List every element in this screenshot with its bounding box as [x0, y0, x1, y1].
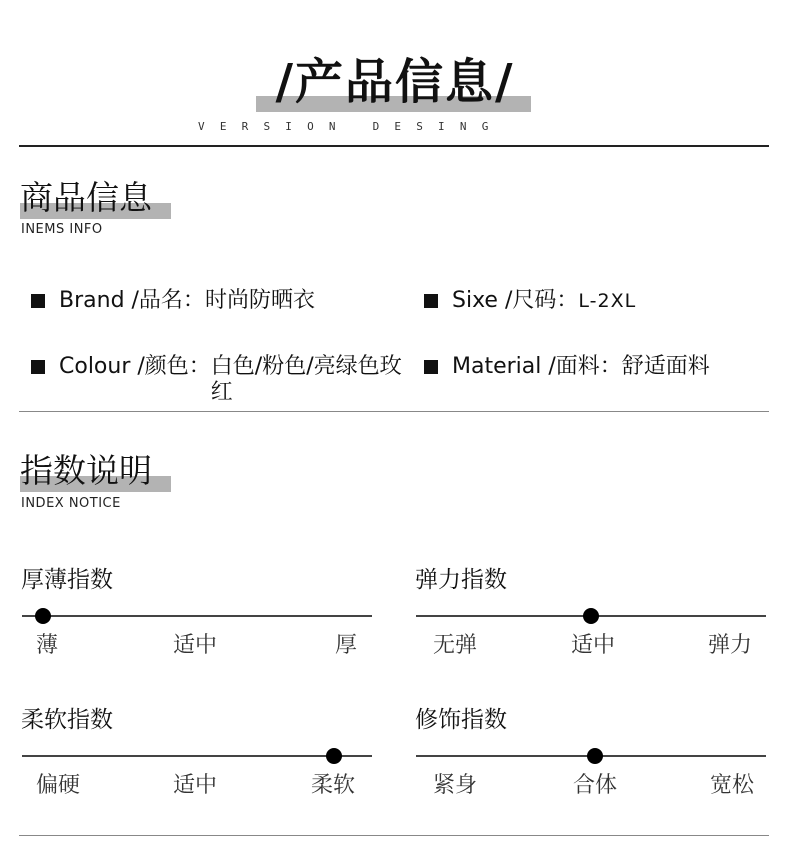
bullet-square-icon [424, 360, 438, 374]
fit-index-label-high: 宽松 [710, 773, 755, 798]
softness-index-label-low: 偏硬 [36, 773, 81, 798]
elasticity-index-marker [583, 608, 599, 624]
thickness-index-label-low: 薄 [36, 633, 59, 658]
thickness-index-title: 厚薄指数 [21, 567, 113, 593]
softness-index-label-high: 柔软 [311, 773, 356, 798]
index-section-title: 指数说明 [20, 451, 152, 490]
thickness-index-label-high: 厚 [335, 633, 358, 658]
elasticity-index-label-high: 弹力 [708, 633, 753, 658]
thickness-index-track [22, 615, 372, 617]
info-label: Material /面料： [452, 354, 622, 379]
info-value: 白色/粉色/亮绿色玫红 [210, 354, 402, 405]
info-item-material [424, 354, 769, 380]
fit-index-label-mid: 合体 [573, 773, 618, 798]
index-section-subtitle: INDEX NOTICE [21, 496, 121, 511]
softness-index-label-mid: 适中 [173, 773, 218, 798]
info-value: 舒适面料 [621, 354, 710, 379]
thickness-index-marker [35, 608, 51, 624]
info-item-colour [31, 354, 423, 406]
elasticity-index-label-low: 无弹 [433, 633, 478, 658]
fit-index-label-low: 紧身 [433, 773, 478, 798]
page-subtitle: VERSION DESING [198, 120, 504, 133]
page-title: /产品信息/ [275, 54, 515, 110]
page-header [0, 0, 790, 146]
info-label: Sixe /尺码： [452, 288, 579, 313]
info-value: 时尚防晒衣 [204, 288, 315, 313]
elasticity-index-title: 弹力指数 [415, 567, 507, 593]
header-divider [19, 145, 769, 147]
product-section-subtitle: INEMS INFO [21, 222, 103, 237]
section-divider [19, 411, 769, 412]
info-item-size [424, 288, 769, 314]
fit-index-marker [587, 748, 603, 764]
bottom-divider [19, 835, 769, 836]
bullet-square-icon [31, 294, 45, 308]
info-label: Brand /品名： [59, 288, 205, 313]
info-item-brand [31, 288, 411, 314]
info-label: Colour /颜色： [59, 354, 211, 379]
fit-index-title: 修饰指数 [415, 707, 507, 733]
softness-index-track [22, 755, 372, 757]
bullet-square-icon [31, 360, 45, 374]
product-section-title: 商品信息 [20, 178, 152, 217]
softness-index-marker [326, 748, 342, 764]
info-value: L-2XL [578, 290, 637, 312]
softness-index-title: 柔软指数 [21, 707, 113, 733]
elasticity-index-label-mid: 适中 [571, 633, 616, 658]
bullet-square-icon [424, 294, 438, 308]
thickness-index-label-mid: 适中 [173, 633, 218, 658]
